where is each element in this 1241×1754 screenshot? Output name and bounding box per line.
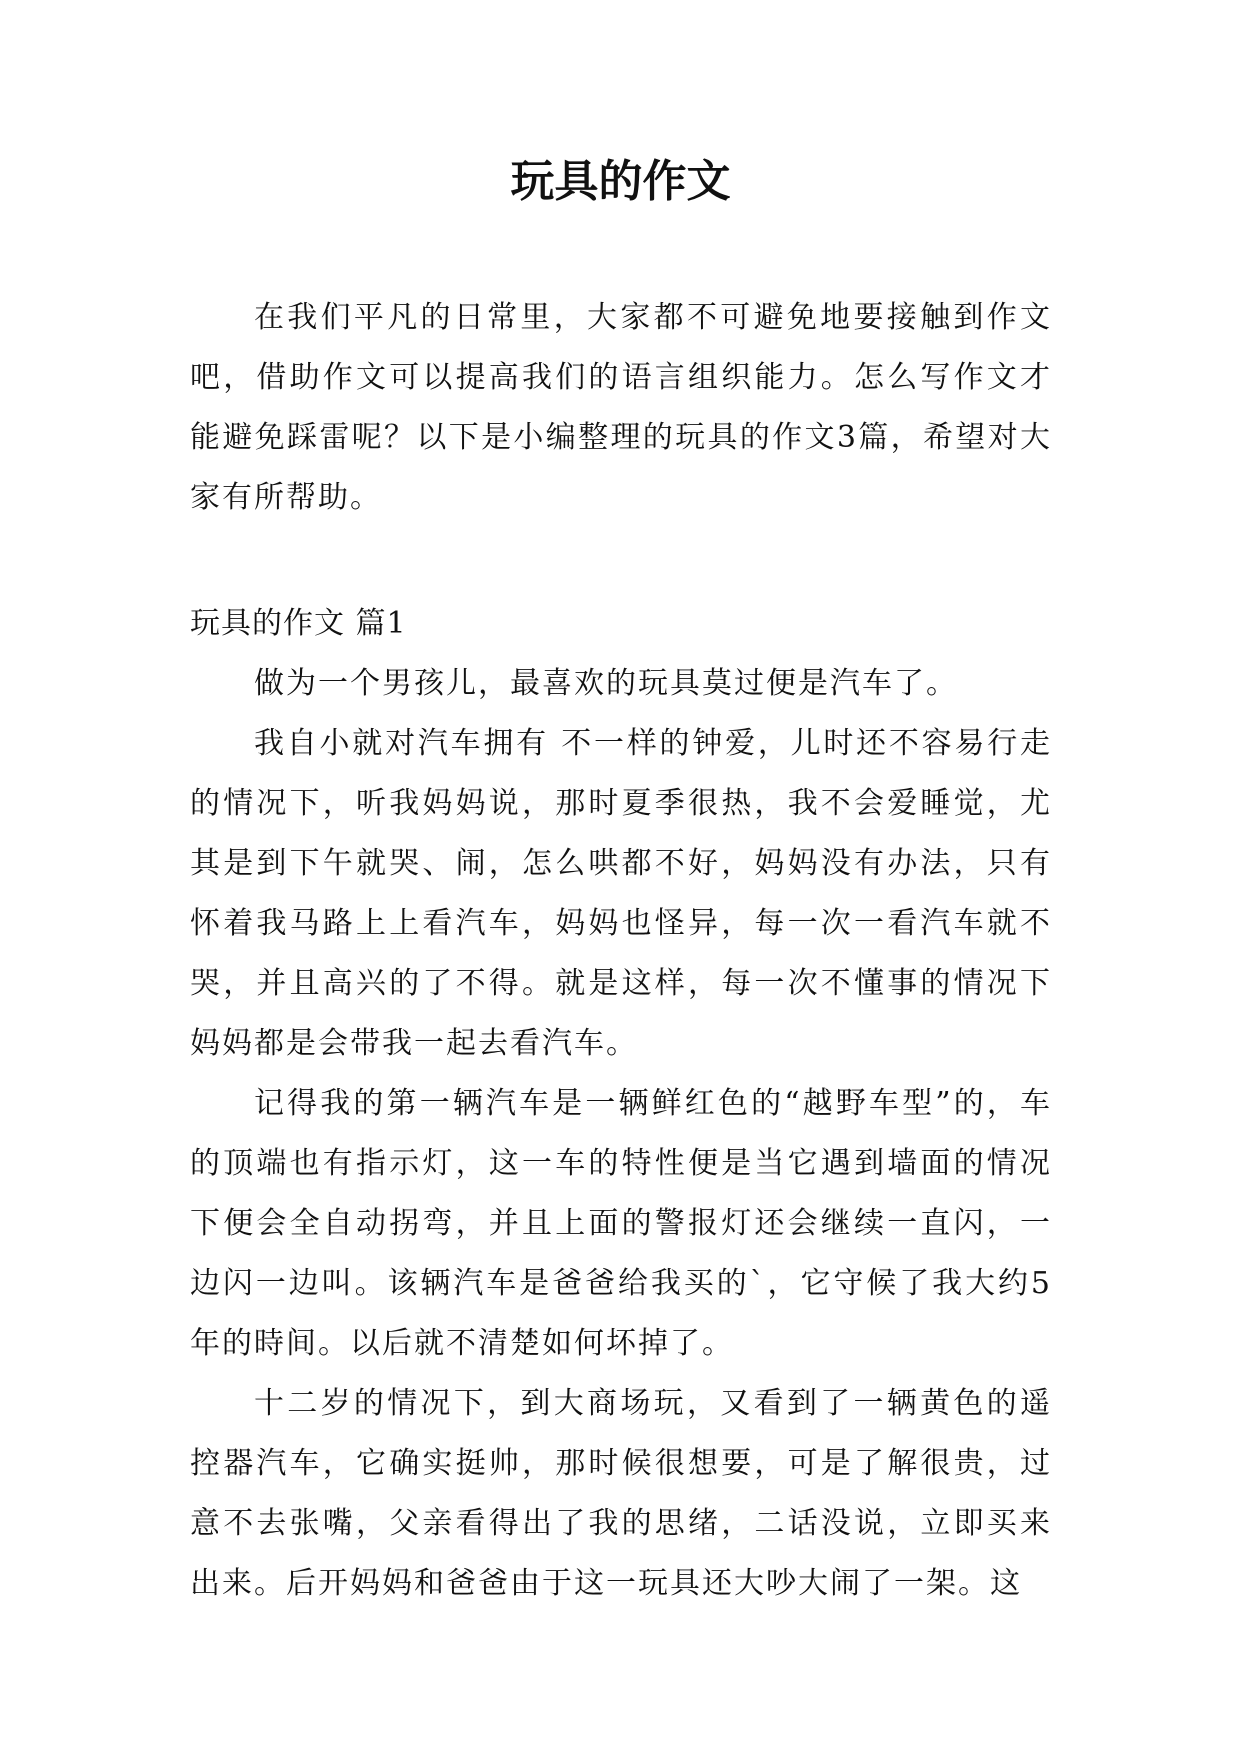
body-paragraph-1: 做为一个男孩儿，最喜欢的玩具莫过便是汽车了。	[254, 666, 958, 701]
document-title: 玩具的作文	[510, 156, 731, 207]
document-body	[190, 288, 1052, 1614]
section-heading: 玩具的作文 篇1	[190, 606, 407, 641]
intro-paragraph: 在我们平凡的日常里，大家都不可避免地要接触到作文吧，借助作文可以提高我们的语言组织能力。怎么写作文才能避免踩雷呢？以下是小编整理的玩具的作文3篇，希望对大家有所帮助。	[190, 300, 1052, 515]
body-paragraph-3: 记得我的第一辆汽车是一辆鲜红色的“越野车型”的，车的顶端也有指示灯，这一车的特性便是当它遇到墙面的情况下便会全自动拐弯，并且上面的警报灯还会继续一直闪，一边闪一边叫。该辆汽车是爸爸给我买的`，它守候了我大约5年的時间。以后就不清楚如何坏掉了。	[190, 1086, 1052, 1361]
body-paragraph-4: 十二岁的情况下，到大商场玩，又看到了一辆黄色的遥控器汽车，它确实挺帅，那时候很想要，可是了解很贵，过意不去张嘴，父亲看得出了我的思绪，二话没说，立即买来出来。后开妈妈和爸爸由于这一玩具还大吵大闹了一架。这	[190, 1386, 1052, 1601]
body-paragraph-2: 我自小就对汽车拥有 不一样的钟爱，儿时还不容易行走的情况下，听我妈妈说，那时夏季很热，我不会爱睡觉，尤其是到下午就哭、闹，怎么哄都不好，妈妈没有办法，只有怀着我马路上上看汽车，妈妈也怪异，每一次一看汽车就不哭，并且高兴的了不得。就是这样，每一次不懂事的情况下妈妈都是会带我一起去看汽车。	[190, 726, 1052, 1061]
section-spacer	[190, 528, 1052, 594]
